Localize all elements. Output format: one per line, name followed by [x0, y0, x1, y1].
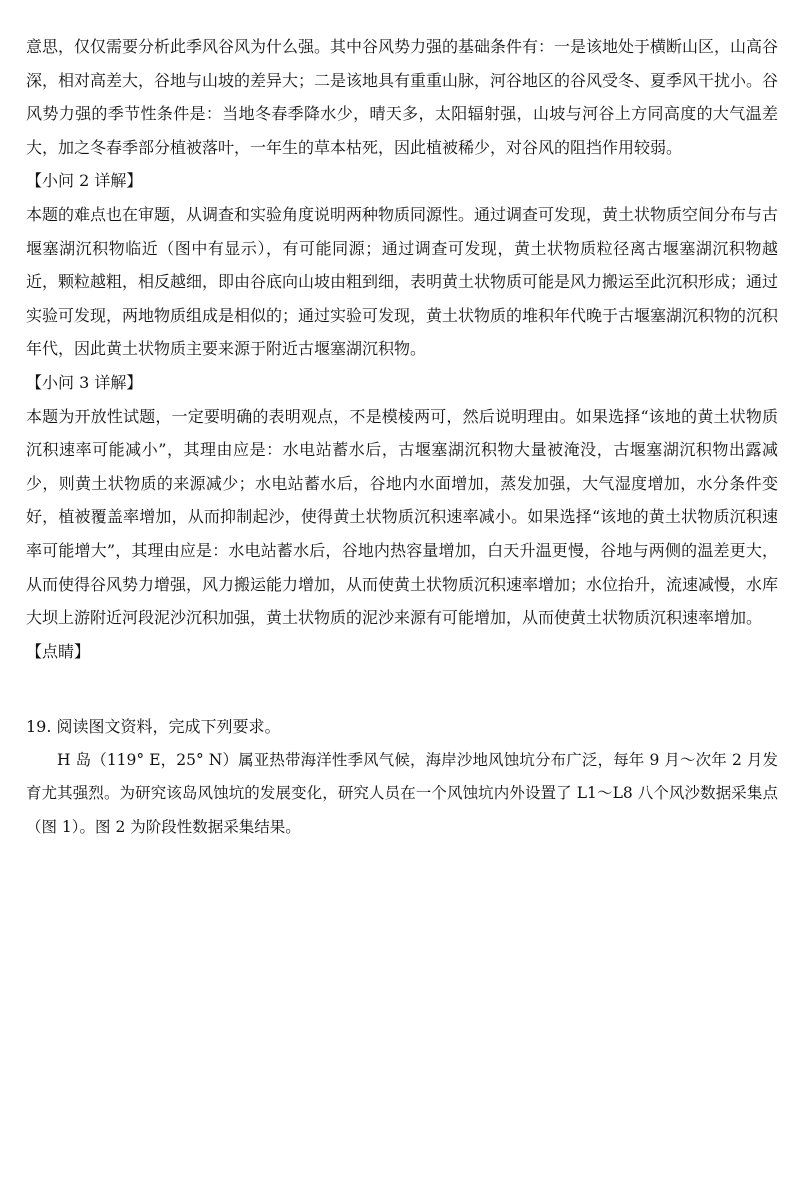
question-19-title: 19. 阅读图文资料，完成下列要求。: [26, 717, 281, 737]
heading-key-points: 【点睛】: [26, 641, 91, 661]
paragraph-q3-explanation: 本题为开放性试题，一定要明确的表明观点，不是模棱两可，然后说明理由。如果选择“该地的黄土状物质沉积速率可能减小”，其理由应是：水电站蓄水后，古堰塞湖沉积物大量被淹没，古堰塞湖沉积物出露减少，则黄土状物质的来源减少；水电站蓄水后，谷地内水面增加，蒸发加强，大气湿度增加，水分条件变好，植被覆盖率增加，从而抑制起沙，使得黄土状物质沉积速率减小。如果选择“该地的黄土状物质沉积速率可能增大”，其理由应是：水电站蓄水后，谷地内热容量增加，白天升温更慢，谷地与两侧的温差更大，从而使得谷风势力增强，风力搬运能力增加，从而使黄土状物质沉积速率增加；水位抬升，流速减慢，水库大坝上游附近河段泥沙沉积加强，黄土状物质的泥沙来源有可能增加，从而使黄土状物质沉积速率增加。: [26, 406, 779, 628]
document-page: [26, 30, 778, 845]
heading-subquestion-3: 【小问 3 详解】: [26, 372, 143, 392]
question-19-body: H 岛（119° E，25° N）属亚热带海洋性季风气候，海岸沙地风蚀坑分布广泛，每年 9 月～次年 2 月发育尤其强烈。为研究该岛风蚀坑的发展变化，研究人员在一个风蚀坑内外设置了 L1～L8 八个风沙数据采集点（图 1）。图 2 为阶段性数据采集结果。: [26, 750, 778, 837]
spacer: [26, 668, 778, 710]
paragraph-q2-explanation: 本题的难点也在审题，从调查和实验角度说明两种物质同源性。通过调查可发现，黄土状物质空间分布与古堰塞湖沉积物临近（图中有显示），有可能同源；通过调查可发现，黄土状物质粒径离古堰塞湖沉积物越近，颗粒越粗，相反越细，即由谷底向山坡由粗到细，表明黄土状物质可能是风力搬运至此沉积形成；通过实验可发现，两地物质组成是相似的；通过实验可发现，黄土状物质的堆积年代晚于古堰塞湖沉积物的沉积年代，因此黄土状物质主要来源于附近古堰塞湖沉积物。: [26, 204, 779, 359]
heading-subquestion-2: 【小问 2 详解】: [26, 171, 143, 191]
paragraph-q1-explanation: 意思，仅仅需要分析此季风谷风为什么强。其中谷风势力强的基础条件有：一是该地处于横断山区，山高谷深，相对高差大，谷地与山坡的差异大；二是该地具有重重山脉，河谷地区的谷风受冬、夏季风干扰小。谷风势力强的季节性条件是：当地冬春季降水少，晴天多，太阳辐射强，山坡与河谷上方同高度的大气温差大，加之冬春季部分植被落叶，一年生的草本枯死，因此植被稀少，对谷风的阻挡作用较弱。: [26, 37, 779, 157]
